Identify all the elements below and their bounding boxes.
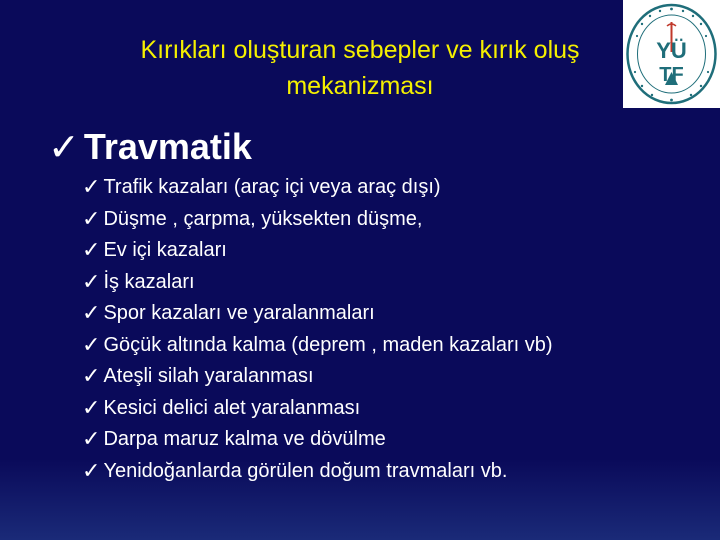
checkmark-icon: ✓ (82, 395, 101, 421)
university-seal-icon (623, 0, 720, 108)
list-item-label: Göçük altında kalma (deprem , maden kazaları vb) (103, 333, 553, 356)
list-item-label: Spor kazaları ve yaralanmaları (103, 302, 375, 325)
list-item-label: Yenidoğanlarda görülen doğum travmaları vb. (103, 459, 508, 482)
title-line-2: mekanizması (286, 72, 434, 100)
list-item (82, 393, 553, 425)
slide-title (60, 32, 660, 104)
list-item-label: İş kazaları (103, 270, 195, 293)
list-item-label: Ev içi kazaları (103, 239, 227, 262)
checkmark-icon: ✓ (82, 427, 101, 453)
heading-text: Travmatik (83, 126, 252, 167)
checkmark-icon: ✓ (82, 301, 101, 327)
logo-letters-top: YÜ (656, 38, 687, 63)
checkmark-icon: ✓ (82, 175, 101, 201)
logo-letters-bottom: TF (659, 64, 684, 86)
checkmark-icon: ✓ (82, 364, 101, 390)
list-item-label: Darpa maruz kalma ve dövülme (103, 428, 386, 451)
list-item (82, 361, 553, 393)
list-item (82, 330, 553, 362)
checkmark-icon: ✓ (82, 332, 101, 358)
list-item (82, 204, 553, 236)
list-item (82, 235, 553, 267)
checkmark-icon: ✓ (82, 458, 101, 484)
list-item (82, 456, 553, 488)
checkmark-icon: ✓ (82, 206, 101, 232)
bullet-list (82, 172, 553, 487)
checkmark-icon: ✓ (82, 238, 101, 264)
list-item (82, 298, 553, 330)
list-item-label: Kesici delici alet yaralanması (103, 396, 361, 419)
university-logo (623, 0, 720, 108)
title-line-1: Kırıkları oluşturan sebepler ve kırık oluş (140, 36, 580, 64)
section-heading (48, 125, 252, 169)
list-item-label: Düşme , çarpma, yüksekten düşme, (103, 207, 423, 230)
checkmark-icon: ✓ (48, 125, 80, 169)
list-item (82, 267, 553, 299)
checkmark-icon: ✓ (82, 269, 101, 295)
list-item (82, 172, 553, 204)
list-item-label: Trafik kazaları (araç içi veya araç dışı) (103, 176, 441, 199)
list-item (82, 424, 553, 456)
list-item-label: Ateşli silah yaralanması (103, 365, 314, 388)
